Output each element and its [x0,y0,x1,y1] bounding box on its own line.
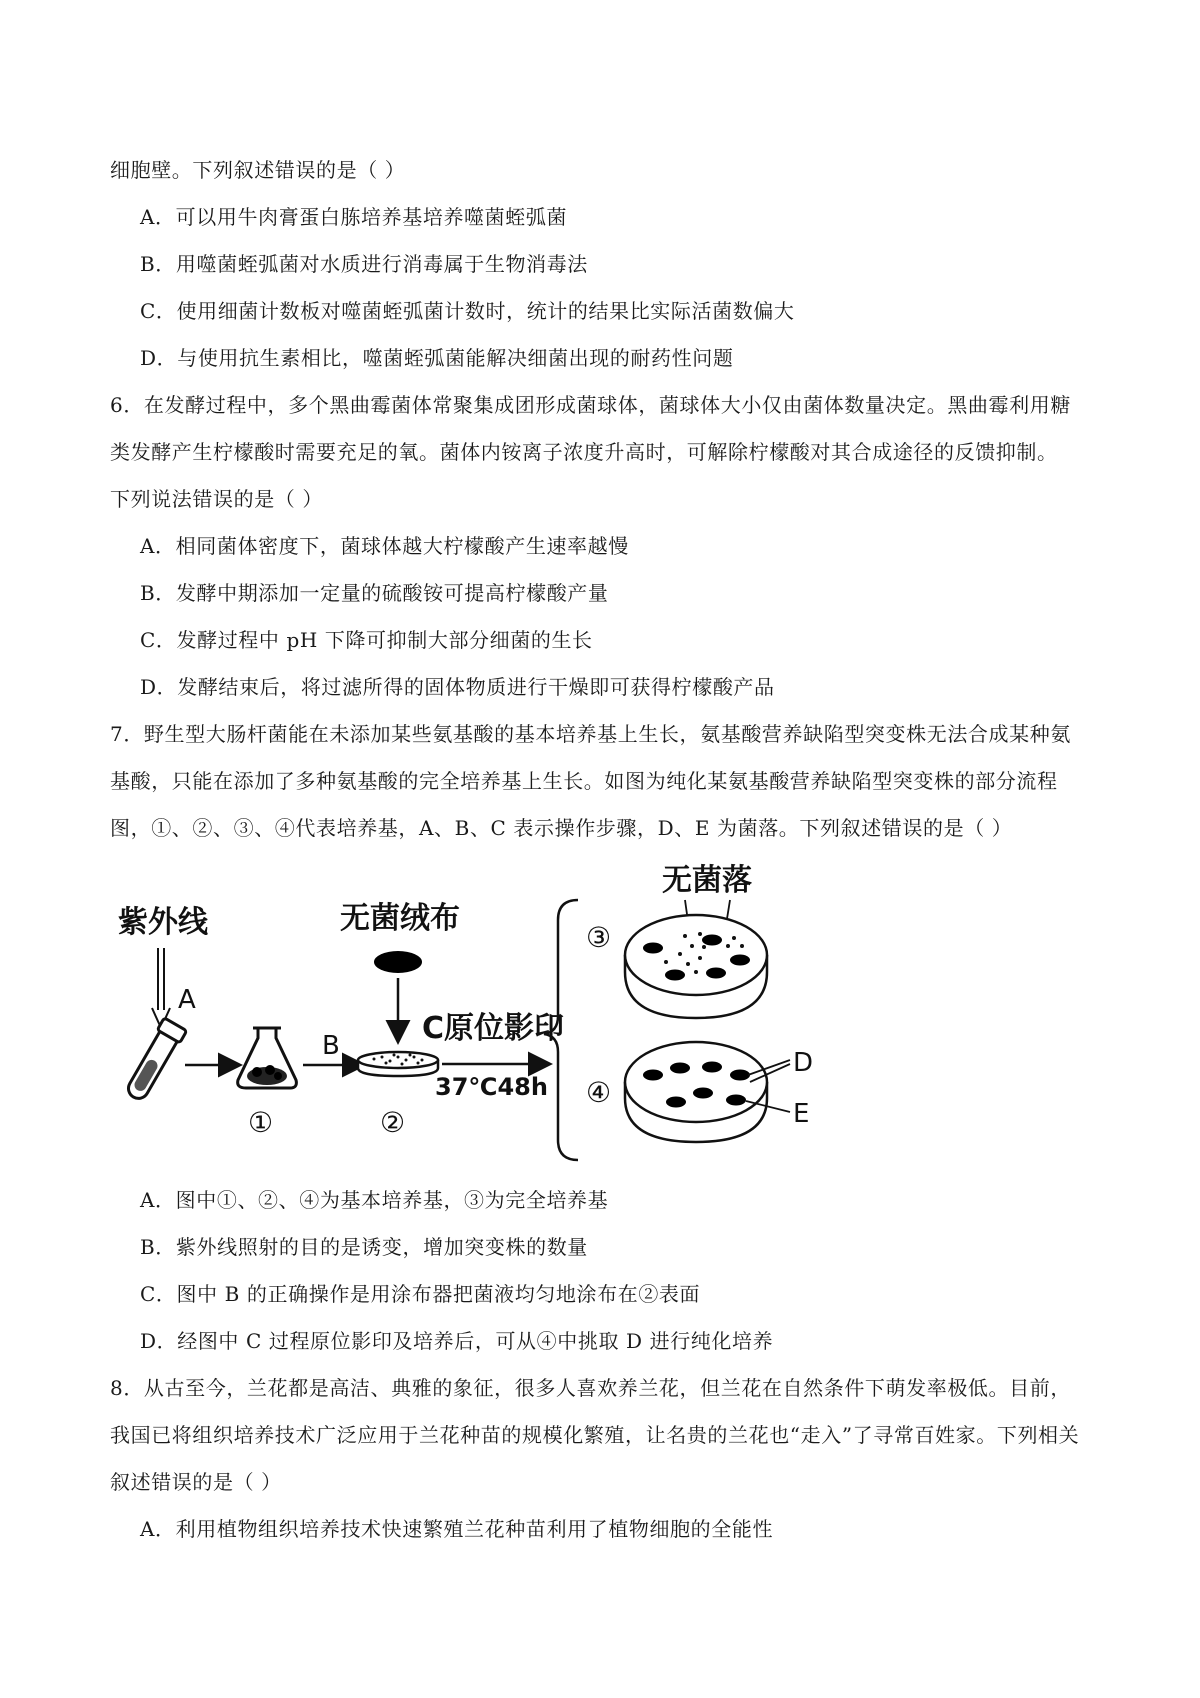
q7-option-c: C．图中 B 的正确操作是用涂布器把菌液均匀地涂布在②表面 [140,1282,701,1306]
medium-4-label: ④ [586,1076,612,1109]
medium-3-label: ③ [586,921,612,954]
no-colony-label: 无菌落 [662,863,752,898]
q7-stem-line-3: 图，①、②、③、④代表培养基，A、B、C 表示操作步骤，D、E 为菌落。下列叙述错误的是（ ） [110,816,1013,840]
uv-arrow [152,948,170,1028]
q7-option-b: B．紫外线照射的目的是诱变，增加突变株的数量 [140,1235,588,1259]
sterile-velvet-label: 无菌绒布 [340,901,460,936]
q5-option-b: B．用噬菌蛭弧菌对水质进行消毒属于生物消毒法 [140,252,588,276]
q8-stem-line-1: 8．从古至今，兰花都是高洁、典雅的象征，很多人喜欢养兰花，但兰花在自然条件下萌发率极低。目前， [110,1376,1071,1400]
q6-stem-line-1: 6．在发酵过程中，多个黑曲霉菌体常聚集成团形成菌球体，菌球体大小仅由菌体数量决定。黑曲霉利用糖 [110,393,1071,417]
plate-3-icon [625,915,767,1018]
step-b-label: B [322,1031,340,1061]
q5-option-c: C．使用细菌计数板对噬菌蛭弧菌计数时，统计的结果比实际活菌数偏大 [140,299,795,323]
q6-option-a: A．相同菌体密度下，菌球体越大柠檬酸产生速率越慢 [140,534,629,558]
uv-label: 紫外线 [118,905,208,940]
q8-stem-line-3: 叙述错误的是（ ） [110,1470,282,1494]
q6-stem-line-3: 下列说法错误的是（ ） [110,487,323,511]
q6-option-d: D．发酵结束后，将过滤所得的固体物质进行干燥即可获得柠檬酸产品 [140,675,775,699]
plate-4-icon [625,1042,767,1142]
medium-2-label: ② [380,1106,406,1139]
q7-stem-line-1: 7．野生型大肠杆菌能在未添加某些氨基酸的基本培养基上生长，氨基酸营养缺陷型突变株无法合成某种氨 [110,722,1071,746]
q8-option-a: A．利用植物组织培养技术快速繁殖兰花种苗利用了植物细胞的全能性 [140,1517,774,1541]
q5-stem-tail: 细胞壁。下列叙述错误的是（ ） [110,158,406,182]
q7-option-d: D．经图中 C 过程原位影印及培养后，可从④中挑取 D 进行纯化培养 [140,1329,774,1353]
colony-e-label: E [793,1099,810,1129]
condition-label: 37℃48h [435,1073,548,1101]
mutant-screening-diagram [100,850,900,1170]
velvet-icon [374,951,422,973]
q8-stem-line-2: 我国已将组织培养技术广泛应用于兰花种苗的规模化繁殖，让名贵的兰花也“走入”了寻常百姓家。下列相关 [110,1423,1080,1447]
q6-option-c: C．发酵过程中 pH 下降可抑制大部分细菌的生长 [140,628,593,652]
step-c-label: C原位影印 [422,1011,565,1046]
q6-stem-line-2: 类发酵产生柠檬酸时需要充足的氧。菌体内铵离子浓度升高时，可解除柠檬酸对其合成途径的反馈抑制。 [110,440,1058,464]
medium-1-label: ① [248,1106,274,1139]
flask-icon [238,1028,297,1088]
colony-d-label: D [793,1048,814,1078]
q7-option-a: A．图中①、②、④为基本培养基，③为完全培养基 [140,1188,609,1212]
q6-option-b: B．发酵中期添加一定量的硫酸铵可提高柠檬酸产量 [140,581,609,605]
q5-option-d: D．与使用抗生素相比，噬菌蛭弧菌能解决细菌出现的耐药性问题 [140,346,734,370]
step-a-label: A [178,985,196,1015]
q7-stem-line-2: 基酸，只能在添加了多种氨基酸的完全培养基上生长。如图为纯化某氨基酸营养缺陷型突变株的部分流程 [110,769,1058,793]
q5-option-a: A．可以用牛肉膏蛋白胨培养基培养噬菌蛭弧菌 [140,205,568,229]
plate-2-icon [358,1052,438,1076]
test-tube-icon [122,1018,187,1104]
